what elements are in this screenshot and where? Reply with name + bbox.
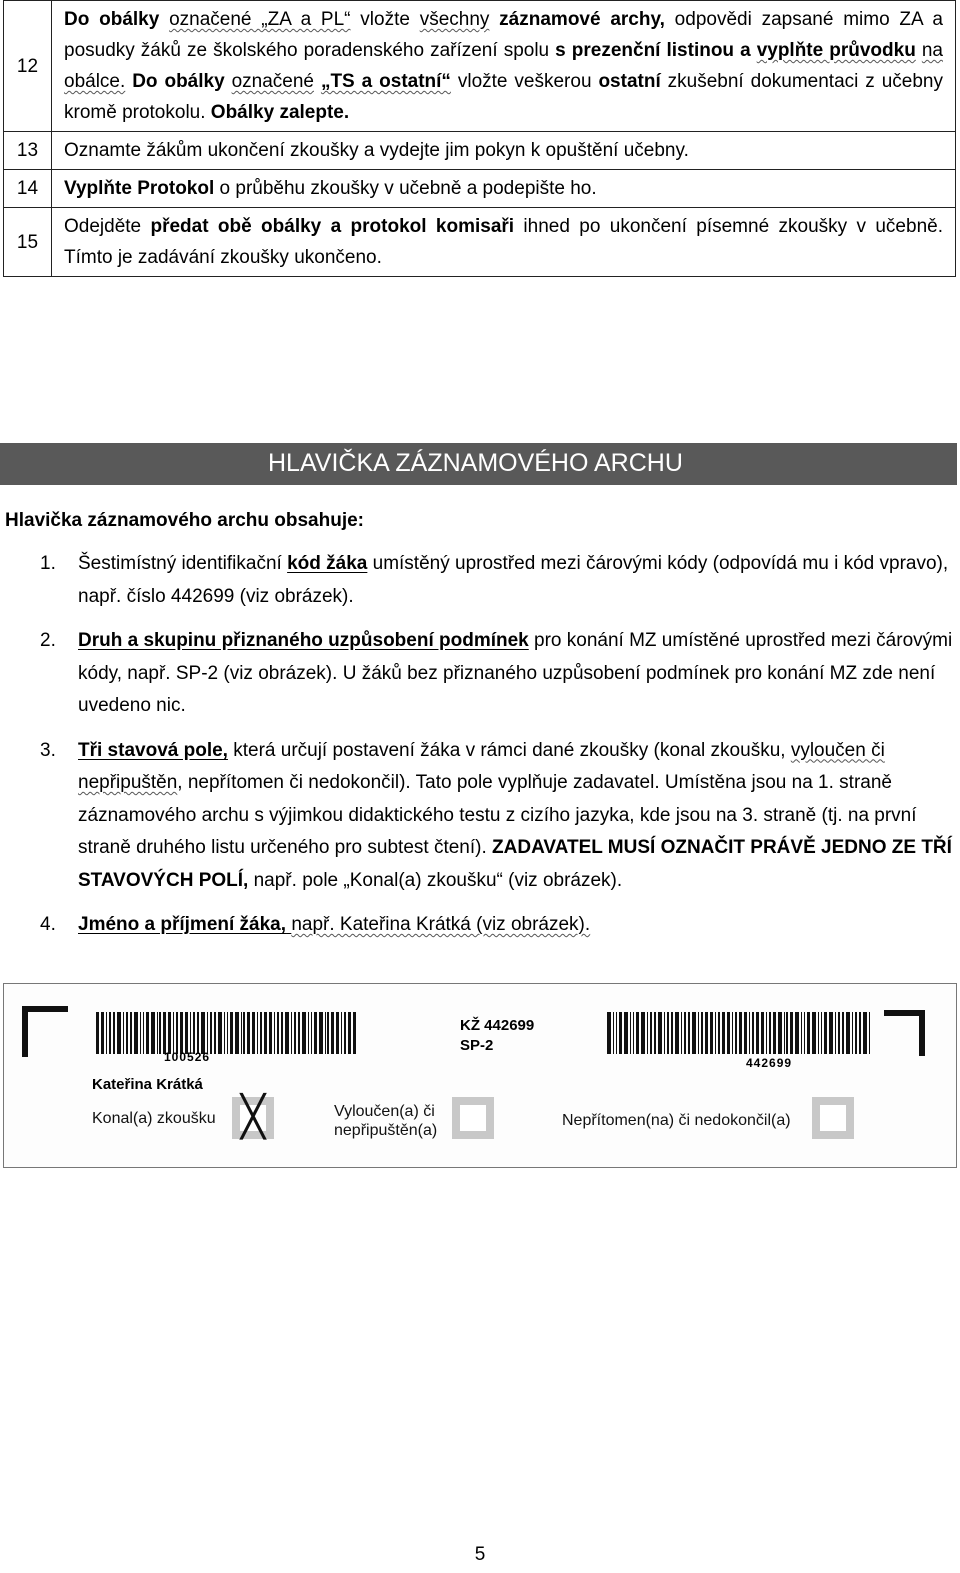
barcode-bar <box>761 1012 765 1054</box>
text-run: , nepřítomen či nedokončil). Tato pole vyplňuje zadavatel. Umístěna jsou na 1. straně záznamového archu s výjimkou didaktického testu z cizího jazyka, kde jsou na 3. straně (tj. na první straně druhého listu určeného pro subtest čtení). <box>78 772 917 858</box>
barcode-bar <box>710 1012 714 1054</box>
barcode-bar <box>824 1012 827 1054</box>
list-item <box>0 625 955 723</box>
barcode-bar <box>163 1012 166 1054</box>
barcode-bar <box>325 1012 326 1054</box>
barcode-bar <box>667 1012 669 1054</box>
record-sheet-header-figure <box>3 983 957 1168</box>
barcode-bar <box>701 1012 703 1054</box>
barcode-bar <box>210 1012 212 1054</box>
barcode-bar <box>341 1012 342 1054</box>
barcode-bar <box>756 1012 759 1054</box>
text-run: odpovědi zapsané mimo ZA a posudky žáků ze školského poradenského zařízení spolu <box>64 9 943 61</box>
text-run: ostatní <box>598 71 661 92</box>
barcode-bar <box>852 1012 853 1054</box>
cross-mark-icon: ╳ <box>240 1095 266 1139</box>
barcode-bar <box>298 1012 301 1054</box>
barcode-bar <box>778 1012 782 1054</box>
text-run: Oznamte žákům ukončení zkoušky a vydejte jim pokyn k opuštění učebny. <box>64 140 689 161</box>
text-run: umístěný uprostřed mezi čárovými kódy (odpovídá mu i kód vpravo), např. číslo 442699 (viz obrázek). <box>78 553 949 607</box>
barcode-bar <box>302 1012 306 1054</box>
barcode-bar <box>285 1012 289 1054</box>
step-row <box>4 132 956 170</box>
barcode-bar <box>688 1012 691 1054</box>
text-run: vložte <box>350 9 420 30</box>
barcode-bar <box>616 1012 618 1054</box>
text-run: označené <box>231 71 314 92</box>
list-item-number: 2. <box>40 630 56 651</box>
barcode-bar <box>344 1012 346 1054</box>
barcode-bar <box>807 1012 810 1054</box>
text-run: Obálky zalepte. <box>210 102 350 123</box>
step-number: 12 <box>4 1 52 132</box>
barcode-bar <box>613 1012 614 1054</box>
list-item-number: 4. <box>40 914 56 935</box>
barcode-bar <box>252 1012 256 1054</box>
header-items-list <box>0 548 955 954</box>
text-run: Vyplňte Protokol <box>64 178 215 199</box>
barcode-bar <box>123 1012 124 1054</box>
barcode-bar <box>818 1012 819 1054</box>
barcode-bar <box>692 1012 696 1054</box>
section-title: HLAVIČKA ZÁZNAMOVÉHO ARCHU <box>268 449 683 477</box>
barcode-bar <box>159 1012 161 1054</box>
barcode-bar <box>157 1012 158 1054</box>
step-number: 15 <box>4 208 52 277</box>
barcode-bar <box>130 1012 133 1054</box>
barcode-bar <box>353 1012 357 1054</box>
barcode-bar <box>636 1012 639 1054</box>
accommodation-code: SP-2 <box>460 1037 494 1054</box>
barcode-bar <box>675 1012 679 1054</box>
step-text <box>52 1 956 132</box>
status-label-neprit: Nepřítomen(na) či nedokončil(a) <box>562 1112 791 1129</box>
barcode-bar <box>869 1012 870 1054</box>
barcode-bar <box>784 1012 785 1054</box>
text-run: o průběhu zkoušky v učebně a podepište ho. <box>214 178 597 199</box>
contains-heading: Hlavička záznamového archu obsahuje: <box>5 510 365 531</box>
step-text <box>52 208 956 277</box>
barcode-bar <box>744 1012 748 1054</box>
barcode-bar <box>185 1012 189 1054</box>
step-number: 14 <box>4 170 52 208</box>
barcode-bar <box>281 1012 284 1054</box>
barcode-bar <box>735 1012 737 1054</box>
barcode-bar <box>821 1012 823 1054</box>
barcode-bar <box>766 1012 767 1054</box>
list-item <box>0 909 955 942</box>
barcode-bar <box>348 1012 351 1054</box>
barcode-bar <box>786 1012 788 1054</box>
barcode-bar <box>207 1012 208 1054</box>
barcode-bar <box>218 1012 222 1054</box>
barcode-bar <box>146 1012 149 1054</box>
text-run: např. pole „Konal(a) zkoušku“ (viz obrázek). <box>248 869 623 891</box>
barcode-right <box>607 1012 872 1054</box>
text-run <box>314 71 321 92</box>
barcode-bar <box>106 1012 107 1054</box>
barcode-bar <box>243 1012 245 1054</box>
text-run: ihned po ukončení písemné zkoušky v učebně. Tímto je zadávání zkoušky ukončeno. <box>64 216 943 268</box>
barcode-bar <box>140 1012 141 1054</box>
barcode-bar <box>336 1012 340 1054</box>
status-label-vyloucen: Vyloučen(a) či nepřipuštěn(a) <box>334 1103 438 1139</box>
text-run: kód žáka <box>287 553 368 574</box>
barcode-bar <box>722 1012 725 1054</box>
barcode-bar <box>812 1012 816 1054</box>
barcode-bar <box>264 1012 267 1054</box>
text-run: označené „ZA a PL“ <box>169 9 351 30</box>
barcode-bar <box>291 1012 292 1054</box>
barcode-bar <box>671 1012 674 1054</box>
text-run: zkušební dokumentaci z učebny kromě protokolu. <box>64 71 943 123</box>
barcode-bar <box>277 1012 279 1054</box>
barcode-bar <box>624 1012 628 1054</box>
barcode-bar <box>180 1012 183 1054</box>
text-run: Odejděte <box>64 216 151 237</box>
barcode-bar <box>143 1012 145 1054</box>
instruction-table <box>3 0 956 277</box>
student-code: KŽ 442699 <box>460 1017 535 1034</box>
barcode-bar <box>126 1012 128 1054</box>
barcode-bar <box>790 1012 793 1054</box>
barcode-bar <box>214 1012 217 1054</box>
text-run: „TS a ostatní“ <box>320 71 451 92</box>
text-run: záznamové archy, <box>489 9 665 30</box>
barcode-bar <box>319 1012 323 1054</box>
corner-mark-left <box>22 1006 68 1057</box>
barcode-bar <box>647 1012 648 1054</box>
status-checkbox-neprit[interactable] <box>812 1097 854 1139</box>
barcode-bar <box>294 1012 296 1054</box>
barcode-bar <box>752 1012 754 1054</box>
list-item-number: 3. <box>40 739 56 761</box>
text-run: vyloučen či nepřipuštěn <box>78 739 885 793</box>
barcode-bar <box>795 1012 799 1054</box>
barcode-bar <box>134 1012 138 1054</box>
list-item <box>0 735 955 898</box>
section-banner <box>0 443 957 485</box>
barcode-bar <box>241 1012 242 1054</box>
barcode-bar <box>227 1012 229 1054</box>
barcode-bar <box>269 1012 273 1054</box>
text-run: Šestimístný identifikační <box>78 553 288 574</box>
barcode-bar <box>230 1012 233 1054</box>
barcode-bar <box>257 1012 258 1054</box>
text-run: Tři stavová pole, <box>78 739 228 761</box>
barcode-bar <box>630 1012 631 1054</box>
barcode-bar <box>846 1012 850 1054</box>
corner-mark-right <box>884 1010 925 1056</box>
text-run: Druh a skupinu přiznaného uzpůsobení podmínek <box>78 630 529 651</box>
barcode-bar <box>855 1012 857 1054</box>
barcode-bar <box>607 1012 611 1054</box>
barcode-bar <box>804 1012 806 1054</box>
step-number: 13 <box>4 132 52 170</box>
barcode-bar <box>698 1012 699 1054</box>
barcode-bar <box>224 1012 225 1054</box>
barcode-bar <box>769 1012 771 1054</box>
barcode-bar <box>201 1012 205 1054</box>
barcode-bar <box>863 1012 867 1054</box>
barcode-bar <box>193 1012 195 1054</box>
barcode-bar <box>749 1012 750 1054</box>
barcode-bar <box>96 1012 99 1054</box>
text-run: pro konání MZ umístěné uprostřed mezi čárovými kódy, např. SP-2 (viz obrázek). U žáků bez přiznaného uzpůsobení podmínek pro konání MZ zde není uvedeno nic. <box>78 630 953 716</box>
step-row <box>4 208 956 277</box>
barcode-bar <box>173 1012 174 1054</box>
step-row <box>4 170 956 208</box>
barcode-bar <box>835 1012 836 1054</box>
barcode-left-number: 100526 <box>164 1050 211 1064</box>
step-text <box>52 132 956 170</box>
barcode-bar <box>842 1012 845 1054</box>
text-run: předat obě obálky a protokol komisaři <box>150 216 515 237</box>
barcode-bar <box>151 1012 155 1054</box>
text-run: Do obálky <box>64 9 170 30</box>
barcode-left <box>96 1012 358 1054</box>
text-run: např. Kateřina Krátká (viz obrázek). <box>291 914 591 935</box>
barcode-bar <box>801 1012 802 1054</box>
barcode-bar <box>718 1012 720 1054</box>
step-row <box>4 1 956 132</box>
text-run: ZADAVATEL MUSÍ OZNAČIT PRÁVĚ JEDNO ZE TŘÍ STAVOVÝCH POLÍ, <box>78 837 952 891</box>
barcode-bar <box>633 1012 635 1054</box>
barcode-bar <box>190 1012 191 1054</box>
barcode-bar <box>773 1012 776 1054</box>
text-run: s prezenční listinou a <box>555 40 757 61</box>
text-run: vyplňte průvodku <box>756 40 916 61</box>
text-run: vložte veškerou <box>450 71 599 92</box>
barcode-bar <box>859 1012 862 1054</box>
barcode-bar <box>311 1012 313 1054</box>
student-code-block <box>460 1016 534 1056</box>
barcode-bar <box>168 1012 172 1054</box>
barcode-bar <box>113 1012 116 1054</box>
barcode-bar <box>619 1012 622 1054</box>
barcode-bar <box>658 1012 662 1054</box>
barcode-bar <box>641 1012 645 1054</box>
barcode-bar <box>727 1012 731 1054</box>
status-checkbox-konal[interactable] <box>232 1097 274 1139</box>
text-run: všechny <box>419 9 490 30</box>
text-run: která určují postavení žáka v rámci dané zkoušky (konal zkoušku, <box>227 739 791 761</box>
barcode-bar <box>327 1012 329 1054</box>
barcode-bar <box>838 1012 840 1054</box>
text-run: na obálce. <box>64 40 943 92</box>
barcode-bar <box>684 1012 686 1054</box>
text-run: Do obálky <box>125 71 232 92</box>
barcode-bar <box>829 1012 833 1054</box>
barcode-bar <box>715 1012 716 1054</box>
barcode-bar <box>274 1012 275 1054</box>
list-item-number: 1. <box>40 553 56 574</box>
barcode-bar <box>101 1012 105 1054</box>
barcode-bar <box>331 1012 334 1054</box>
barcode-bar <box>235 1012 239 1054</box>
barcode-bar <box>650 1012 652 1054</box>
barcode-bar <box>314 1012 317 1054</box>
list-item <box>0 548 955 613</box>
status-label-konal: Konal(a) zkoušku <box>92 1110 216 1127</box>
barcode-bar <box>109 1012 111 1054</box>
barcode-bar <box>705 1012 708 1054</box>
text-run: Jméno a příjmení žáka, <box>78 914 287 935</box>
step-text <box>52 170 956 208</box>
barcode-bar <box>176 1012 178 1054</box>
barcode-bar <box>117 1012 121 1054</box>
barcode-bar <box>247 1012 250 1054</box>
barcode-bar <box>197 1012 200 1054</box>
barcode-bar <box>732 1012 733 1054</box>
barcode-bar <box>739 1012 742 1054</box>
barcode-bar <box>664 1012 665 1054</box>
barcode-bar <box>308 1012 309 1054</box>
barcode-bar <box>681 1012 682 1054</box>
barcode-right-number: 442699 <box>746 1056 793 1070</box>
barcode-bar <box>260 1012 262 1054</box>
student-name: Kateřina Krátká <box>92 1076 203 1093</box>
barcode-bar <box>654 1012 657 1054</box>
status-checkbox-vyloucen[interactable] <box>452 1097 494 1139</box>
page-number: 5 <box>474 1544 486 1565</box>
